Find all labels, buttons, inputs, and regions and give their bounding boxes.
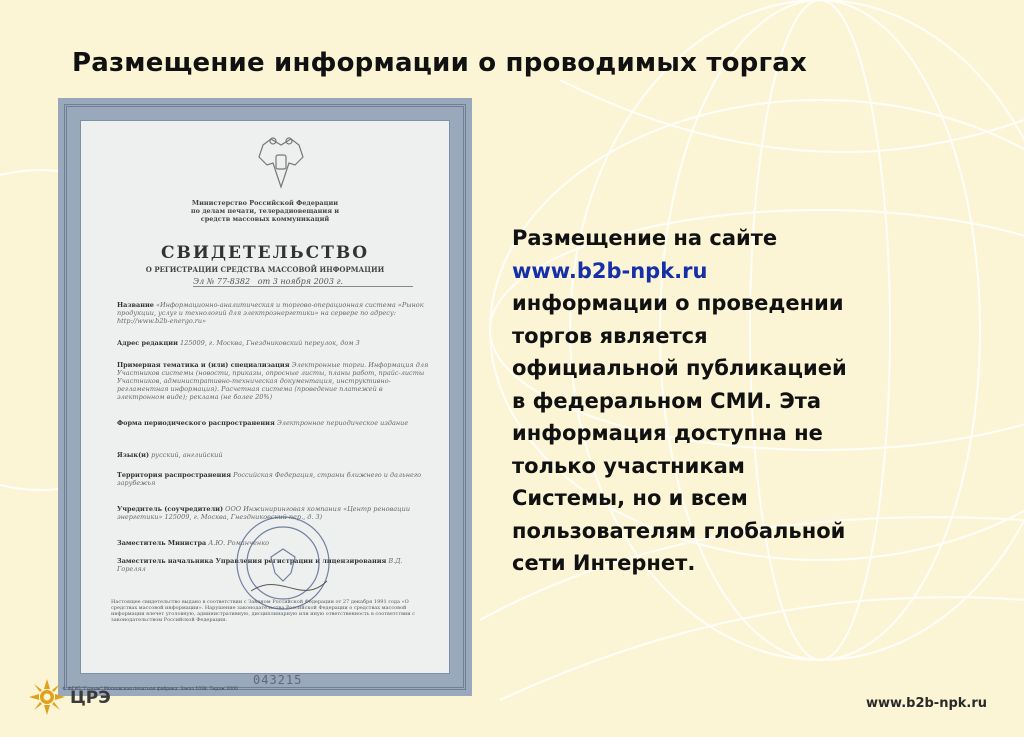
slide-body-text: [512, 222, 972, 580]
body-line: информации о проведении: [512, 291, 844, 315]
certificate-title: СВИДЕТЕЛЬСТВО: [160, 243, 370, 263]
cert-row-language: Язык(и) русский, английский: [117, 451, 223, 459]
cert-row-founder: Учредитель (соучредители) ООО Инжиниринговая компания «Центр реновации энергетики» 125009, г. Москва, Гнездниковский пер., д. 3): [117, 505, 411, 521]
body-line: информация доступна не: [512, 421, 823, 445]
ministry-header: Министерство Российской Федерации по делам печати, телерадиовещания и средств массовых коммуникаций: [190, 199, 340, 223]
certificate-page: [80, 120, 450, 687]
body-line: только участникам: [512, 453, 745, 478]
coat-of-arms-icon: [249, 135, 313, 193]
print-line: © ФГУП "Гознак" Московская печатная фабрика. Заказ 1038. Тираж 2000: [62, 687, 238, 692]
cert-row-head: Заместитель начальника Управления регистрации и лицензирования В.Д. Горелял: [117, 557, 403, 573]
cert-row-territory: Территория распространения Российская Федерация, страны ближнего и дальнего зарубежья: [117, 471, 422, 487]
cert-row-topic: Примерная тематика и (или) специализация Электронные торги. Информация для Участников системы (новости, приказы, опросные листы, планы работ, прайс-листы Участников, административно-техническая документация, инструктивно-регламентная информация). Расчетная система (проведение платежей в электронном виде); реклама (не более 20%): [117, 361, 429, 401]
certificate-image: [58, 98, 472, 696]
certificate-number: Эл № 77-8382 от 3 ноября 2003 г.: [193, 277, 413, 287]
body-line: пользователям глобальной: [512, 518, 846, 543]
cert-row-form: Форма периодического распространения Электронное периодическое издание: [117, 419, 409, 427]
body-line: торгов является: [512, 323, 708, 348]
footer-url[interactable]: www.b2b-npk.ru: [866, 696, 987, 711]
body-line: в федеральном СМИ. Эта: [512, 388, 822, 413]
logo-text: ЦРЭ: [70, 688, 111, 708]
cert-row-deputy: Заместитель Министра А.Ю. Романченко: [117, 539, 270, 547]
cert-row-name: Название «Информационно-аналитическая и торгово-операционная система «Рынок продукции, услуг и технологий для электроэнергетики» на сервере по адресу: http://www.b2b-energo.ru»: [117, 301, 424, 325]
cert-row-address: Адрес редакции 125009, г. Москва, Гнездниковский переулок, дом 3: [117, 339, 360, 347]
body-line: официальной публикацией: [512, 356, 847, 380]
sun-logo-icon: [28, 678, 66, 716]
slide-title: Размещение информации о проводимых торгах: [72, 48, 807, 78]
body-line: Системы, но и всем: [512, 486, 748, 510]
certificate-footnote: Настоящее свидетельство выдано в соответствии с Законом Российской Федерации от 27 декабря 1991 года «О средствах массовой информации». Нарушение законодательства Российской Федерации о средствах массовой информации влечет уголовную, административную, дисциплинарную или иную ответственность в соответствии с законодательством Российской Федерации.: [111, 599, 415, 623]
certificate-subtitle: О РЕГИСТРАЦИИ СРЕДСТВА МАССОВОЙ ИНФОРМАЦИИ: [145, 265, 385, 274]
body-line: Размещение на сайте: [512, 226, 778, 250]
body-line: сети Интернет.: [512, 551, 696, 575]
website-link[interactable]: www.b2b-npk.ru: [512, 258, 708, 283]
serial-number: 043215: [253, 673, 303, 687]
